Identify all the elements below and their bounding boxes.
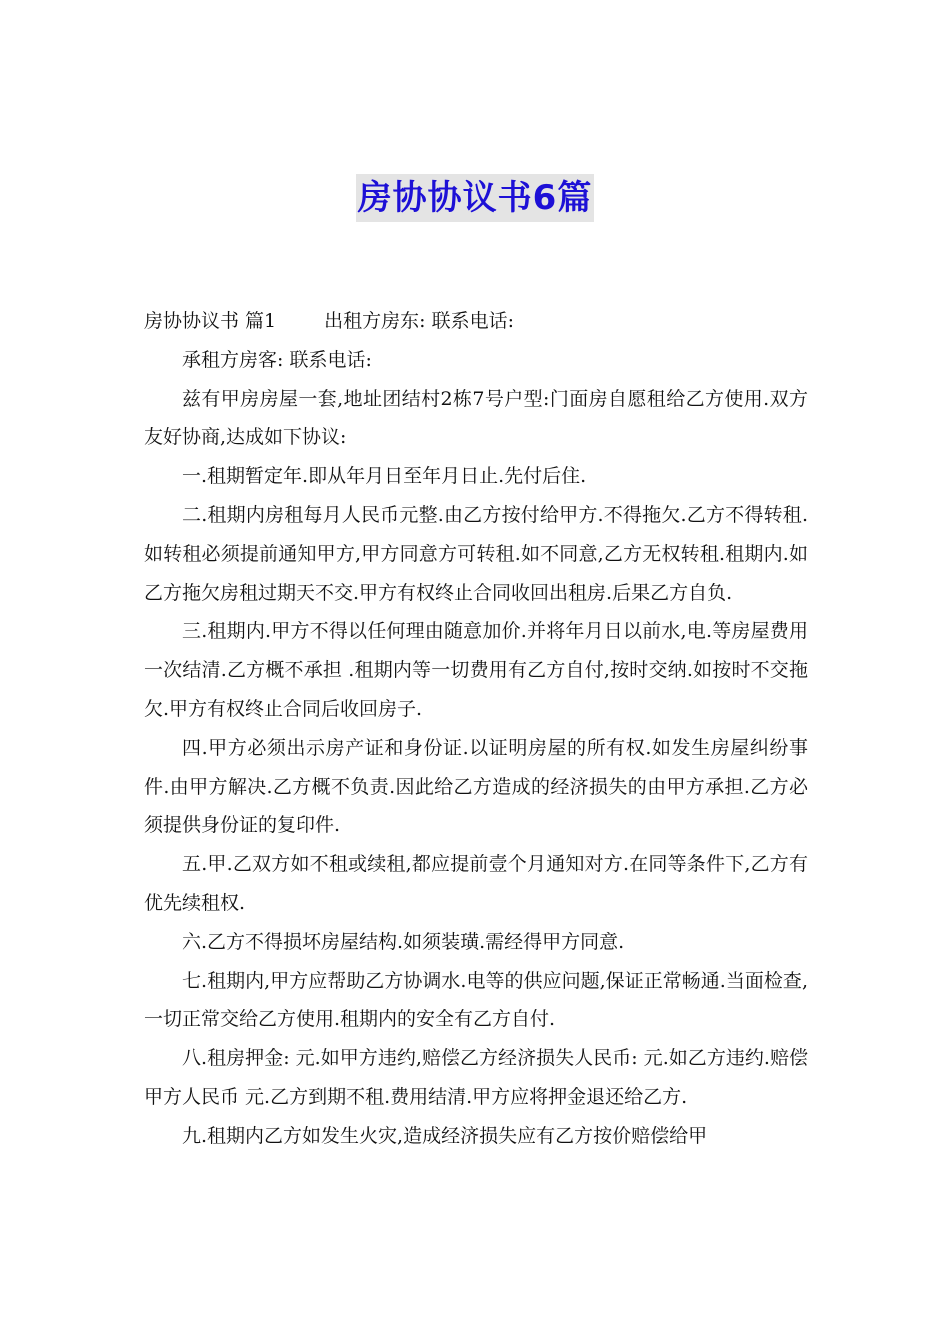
document-body [144,302,808,1156]
section-heading: 房协协议书 篇1 [144,310,277,332]
paragraph-property: 兹有甲房房屋一套,地址团结村2栋7号户型:门面房自愿租给乙方使用.双方友好协商,达成如下协议: [144,387,808,449]
clause-2: 二.租期内房租每月人民币元整.由乙方按付给甲方.不得拖欠.乙方不得转租.如转租必须提前通知甲方,甲方同意方可转租.如不同意,乙方无权转租.租期内.如乙方拖欠房租过期天不交.甲方有权终止合同收回出租房.后果乙方自负. [144,503,808,604]
document-title: 房协协议书6篇 [356,174,595,222]
clause-3: 三.租期内.甲方不得以任何理由随意加价.并将年月日以前水,电.等房屋费用一次结清.乙方概不承担 .租期内等一切费用有乙方自付,按时交纳.如按时不交拖欠.甲方有权终止合同后收回房子. [144,620,808,720]
clause-6: 六.乙方不得损坏房屋结构.如须装璜.需经得甲方同意. [182,930,625,953]
clause-4: 四.甲方必须出示房产证和身份证.以证明房屋的所有权.如发生房屋纠纷事件.由甲方解决.乙方概不负责.因此给乙方造成的经济损失的由甲方承担.乙方必须提供身份证的复印件. [144,736,808,837]
intro-line [144,302,808,341]
title-container [0,174,950,222]
lessor-line: 出租方房东: 联系电话: [324,310,514,332]
clause-7: 七.租期内,甲方应帮助乙方协调水.电等的供应问题,保证正常畅通.当面检查,一切正常交给乙方使用.租期内的安全有乙方自付. [144,969,808,1031]
clause-5: 五.甲.乙双方如不租或续租,都应提前壹个月通知对方.在同等条件下,乙方有优先续租权. [144,853,808,914]
clause-8: 八.租房押金: 元.如甲方违约,赔偿乙方经济损失人民币: 元.如乙方违约.赔偿甲方人民币 元.乙方到期不租.费用结清.甲方应将押金退还给乙方. [144,1047,808,1108]
clause-1: 一.租期暂定年.即从年月日至年月日止.先付后住. [182,465,587,488]
clause-9: 九.租期内乙方如发生火灾,造成经济损失应有乙方按价赔偿给甲 [182,1124,708,1147]
paragraph-lessee: 承租方房客: 联系电话: [182,348,372,371]
